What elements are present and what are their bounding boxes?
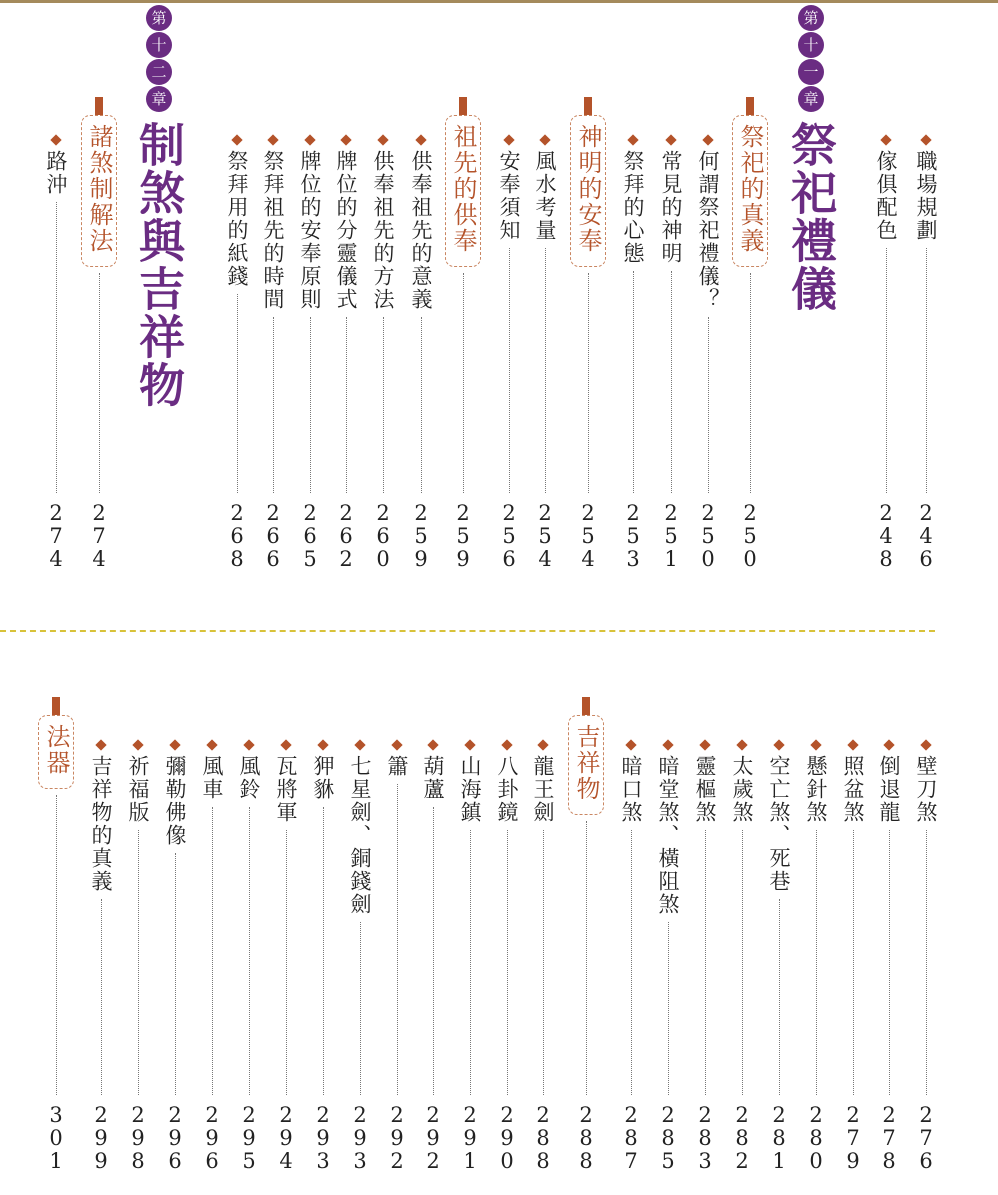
entry-title: 太歲煞 [730, 755, 754, 824]
bullet-diamond-icon [920, 739, 931, 750]
dotted-leader [56, 795, 57, 1095]
page-number: 288 [574, 1103, 598, 1172]
chapter-heading [781, 5, 841, 313]
toc-entry[interactable] [84, 737, 118, 1172]
section-title: 吉祥物 [572, 724, 600, 802]
section-title: 祖先的供奉 [449, 124, 477, 254]
section-title-box [81, 115, 117, 267]
page-number: 274 [87, 501, 111, 570]
page-number: 279 [841, 1103, 865, 1172]
entry-title: 七星劍、銅錢劍 [348, 755, 372, 916]
page-number: 268 [225, 501, 249, 570]
entry-title: 八卦鏡 [495, 755, 519, 824]
chapter-badge-char: 十 [798, 32, 824, 58]
bullet-diamond-icon [625, 739, 636, 750]
toc-entry[interactable] [490, 737, 524, 1172]
top-rule [0, 0, 998, 3]
dotted-leader [586, 821, 587, 1095]
entry-title: 懸針煞 [804, 755, 828, 824]
page-number: 276 [914, 1103, 938, 1172]
entry-title: 祭拜祖先的時間 [261, 150, 285, 311]
entry-title: 何謂祭祀禮儀？ [696, 150, 720, 311]
section-title-box [568, 715, 604, 815]
toc-entry[interactable] [404, 132, 438, 570]
dotted-leader [323, 807, 324, 1095]
chapter-badge-char: 第 [798, 5, 824, 31]
bullet-diamond-icon [699, 739, 710, 750]
bullet-diamond-icon [415, 134, 426, 145]
dotted-leader [926, 248, 927, 493]
page-number: 278 [877, 1103, 901, 1172]
bullet-diamond-icon [736, 739, 747, 750]
dotted-leader [507, 830, 508, 1095]
page-number: 296 [163, 1103, 187, 1172]
toc-entry[interactable] [380, 737, 414, 1172]
dotted-leader [886, 248, 887, 493]
section-heading[interactable] [36, 697, 76, 1172]
toc-entry[interactable] [909, 132, 943, 570]
bullet-diamond-icon [464, 739, 475, 750]
bullet-diamond-icon [537, 739, 548, 750]
page-number: 299 [89, 1103, 113, 1172]
page-number: 265 [298, 501, 322, 570]
bullet-diamond-icon [317, 739, 328, 750]
section-title: 神明的安奉 [574, 124, 602, 254]
bullet-diamond-icon [231, 134, 242, 145]
bullet-diamond-icon [773, 739, 784, 750]
toc-entry[interactable] [799, 737, 833, 1172]
entry-title: 供奉祖先的方法 [371, 150, 395, 311]
toc-entry[interactable] [329, 132, 363, 570]
entry-title: 空亡煞、死巷 [767, 755, 791, 893]
dotted-leader [249, 807, 250, 1095]
chapter-badge-char: 二 [146, 59, 172, 85]
page-number: 250 [696, 501, 720, 570]
bullet-diamond-icon [391, 739, 402, 750]
section-heading[interactable] [566, 697, 606, 1172]
section-heading[interactable] [79, 97, 119, 570]
toc-entry[interactable] [492, 132, 526, 570]
bullet-diamond-icon [354, 739, 365, 750]
bullet-diamond-icon [427, 739, 438, 750]
chapter-heading [129, 5, 189, 409]
page-number: 296 [200, 1103, 224, 1172]
page-number: 283 [693, 1103, 717, 1172]
toc-entry[interactable] [158, 737, 192, 1172]
bullet-diamond-icon [95, 739, 106, 750]
entry-title: 供奉祖先的意義 [409, 150, 433, 311]
toc-entry[interactable] [616, 132, 650, 570]
entry-title: 簫 [385, 755, 409, 778]
entry-title: 狎貅 [311, 755, 335, 801]
page-number: 293 [311, 1103, 335, 1172]
toc-entry[interactable] [691, 132, 725, 570]
page-number: 292 [421, 1103, 445, 1172]
toc-entry[interactable] [654, 132, 688, 570]
dotted-leader [779, 899, 780, 1095]
page-number: 294 [274, 1103, 298, 1172]
dotted-leader [286, 830, 287, 1095]
chapter-badge [798, 5, 824, 113]
page-number: 301 [44, 1103, 68, 1172]
toc-entry[interactable] [688, 737, 722, 1172]
dotted-leader [631, 830, 632, 1095]
bullet-diamond-icon [702, 134, 713, 145]
page-number: 256 [497, 501, 521, 570]
entry-title: 牌位的分靈儀式 [334, 150, 358, 311]
entry-title: 常見的神明 [659, 150, 683, 265]
page-number: 259 [451, 501, 475, 570]
entry-title: 暗堂煞、橫阻煞 [656, 755, 680, 916]
page-number: 254 [576, 501, 600, 570]
page-number: 287 [619, 1103, 643, 1172]
entry-title: 龍王劍 [531, 755, 555, 824]
toc-entry[interactable] [256, 132, 290, 570]
entry-title: 祭拜用的紙錢 [225, 150, 249, 288]
page-number: 254 [533, 501, 557, 570]
dotted-leader [175, 853, 176, 1095]
toc-entry[interactable] [725, 737, 759, 1172]
section-title-box [445, 115, 481, 267]
dotted-leader [509, 248, 510, 493]
dotted-leader [543, 830, 544, 1095]
dotted-leader [360, 922, 361, 1095]
dotted-leader [705, 830, 706, 1095]
entry-title: 風水考量 [533, 150, 557, 242]
bullet-diamond-icon [539, 134, 550, 145]
chapter-title: 祭祀禮儀 [784, 121, 838, 313]
chapter-badge-char: 章 [798, 86, 824, 112]
dotted-leader [750, 273, 751, 493]
entry-title: 照盆煞 [841, 755, 865, 824]
bullet-diamond-icon [132, 739, 143, 750]
dotted-leader [463, 273, 464, 493]
page-number: 250 [738, 501, 762, 570]
section-title: 諸煞制解法 [85, 124, 113, 254]
toc-entry[interactable] [306, 737, 340, 1172]
toc-entry[interactable] [453, 737, 487, 1172]
dotted-leader [346, 317, 347, 493]
chapter-badge-char: 一 [798, 59, 824, 85]
toc-entry[interactable] [614, 737, 648, 1172]
toc-entry[interactable] [416, 737, 450, 1172]
entry-title: 牌位的安奉原則 [298, 150, 322, 311]
dotted-leader [671, 271, 672, 493]
entry-title: 傢俱配色 [874, 150, 898, 242]
dotted-leader [421, 317, 422, 493]
page-number: 262 [334, 501, 358, 570]
entry-title: 暗口煞 [619, 755, 643, 824]
entry-title: 倒退龍 [877, 755, 901, 824]
toc-entry[interactable] [39, 132, 73, 570]
bullet-diamond-icon [810, 739, 821, 750]
dotted-leader [56, 202, 57, 493]
bullet-diamond-icon [377, 134, 388, 145]
entry-title: 祈福版 [126, 755, 150, 824]
dotted-leader [633, 271, 634, 493]
dotted-leader [138, 830, 139, 1095]
chapter-badge [146, 5, 172, 113]
dotted-leader [816, 830, 817, 1095]
bullet-diamond-icon [920, 134, 931, 145]
page-number: 251 [659, 501, 683, 570]
entry-title: 壁刀煞 [914, 755, 938, 824]
bullet-diamond-icon [206, 739, 217, 750]
dotted-leader [668, 922, 669, 1095]
bullet-diamond-icon [243, 739, 254, 750]
bullet-diamond-icon [267, 134, 278, 145]
page-number: 290 [495, 1103, 519, 1172]
dotted-leader [545, 248, 546, 493]
chapter-badge-char: 第 [146, 5, 172, 31]
toc-entry[interactable] [195, 737, 229, 1172]
page-number: 281 [767, 1103, 791, 1172]
bullet-diamond-icon [501, 739, 512, 750]
entry-title: 靈樞煞 [693, 755, 717, 824]
section-title-box [38, 715, 74, 789]
dotted-leader [433, 807, 434, 1095]
entry-title: 職場規劃 [914, 150, 938, 242]
bullet-diamond-icon [880, 134, 891, 145]
section-title-box [570, 115, 606, 267]
bullet-diamond-icon [304, 134, 315, 145]
entry-title: 吉祥物的真義 [89, 755, 113, 893]
page-number: 253 [621, 501, 645, 570]
bullet-diamond-icon [340, 134, 351, 145]
section-title-box [732, 115, 768, 267]
page-number: 266 [261, 501, 285, 570]
page-number: 274 [44, 501, 68, 570]
page-number: 293 [348, 1103, 372, 1172]
toc-entry[interactable] [762, 737, 796, 1172]
toc-entry[interactable] [836, 737, 870, 1172]
bullet-diamond-icon [169, 739, 180, 750]
bullet-diamond-icon [847, 739, 858, 750]
toc-entry[interactable] [909, 737, 943, 1172]
toc-entry[interactable] [366, 132, 400, 570]
page-number: 288 [531, 1103, 555, 1172]
dotted-leader [99, 273, 100, 493]
page-number: 298 [126, 1103, 150, 1172]
entry-title: 祭拜的心態 [621, 150, 645, 265]
section-heading[interactable] [730, 97, 770, 570]
toc-entry[interactable] [343, 737, 377, 1172]
entry-title: 瓦將軍 [274, 755, 298, 824]
dotted-leader [212, 807, 213, 1095]
page-number: 280 [804, 1103, 828, 1172]
toc-entry[interactable] [869, 132, 903, 570]
dashed-divider [0, 630, 935, 632]
bullet-diamond-icon [50, 134, 61, 145]
bullet-diamond-icon [662, 739, 673, 750]
chapter-badge-char: 章 [146, 86, 172, 112]
page-number: 295 [237, 1103, 261, 1172]
page-number: 246 [914, 501, 938, 570]
dotted-leader [588, 273, 589, 493]
dotted-leader [926, 830, 927, 1095]
entry-title: 路沖 [44, 150, 68, 196]
section-heading[interactable] [568, 97, 608, 570]
dotted-leader [889, 830, 890, 1095]
entry-title: 葫蘆 [421, 755, 445, 801]
section-heading[interactable] [443, 97, 483, 570]
page-number: 285 [656, 1103, 680, 1172]
bullet-diamond-icon [280, 739, 291, 750]
chapter-title: 制煞與吉祥物 [132, 121, 186, 409]
page-number: 291 [458, 1103, 482, 1172]
dotted-leader [310, 317, 311, 493]
toc-entry[interactable] [651, 737, 685, 1172]
dotted-leader [273, 317, 274, 493]
toc-entry[interactable] [269, 737, 303, 1172]
page-number: 282 [730, 1103, 754, 1172]
toc-entry[interactable] [526, 737, 560, 1172]
dotted-leader [237, 294, 238, 493]
section-title: 法器 [42, 724, 70, 776]
entry-title: 彌勒佛像 [163, 755, 187, 847]
dotted-leader [397, 784, 398, 1095]
entry-title: 風車 [200, 755, 224, 801]
toc-entry[interactable] [293, 132, 327, 570]
toc-entry[interactable] [872, 737, 906, 1172]
dotted-leader [383, 317, 384, 493]
page-number: 259 [409, 501, 433, 570]
bullet-diamond-icon [883, 739, 894, 750]
dotted-leader [708, 317, 709, 493]
bullet-diamond-icon [665, 134, 676, 145]
dotted-leader [101, 899, 102, 1095]
entry-title: 風鈴 [237, 755, 261, 801]
page-number: 248 [874, 501, 898, 570]
dotted-leader [470, 830, 471, 1095]
toc-entry[interactable] [121, 737, 155, 1172]
page-number: 292 [385, 1103, 409, 1172]
chapter-badge-char: 十 [146, 32, 172, 58]
dotted-leader [742, 830, 743, 1095]
bullet-diamond-icon [503, 134, 514, 145]
toc-entry[interactable] [232, 737, 266, 1172]
page-number: 260 [371, 501, 395, 570]
dotted-leader [853, 830, 854, 1095]
toc-entry[interactable] [220, 132, 254, 570]
entry-title: 安奉須知 [497, 150, 521, 242]
bullet-diamond-icon [627, 134, 638, 145]
entry-title: 山海鎮 [458, 755, 482, 824]
toc-entry[interactable] [528, 132, 562, 570]
section-title: 祭祀的真義 [736, 124, 764, 254]
